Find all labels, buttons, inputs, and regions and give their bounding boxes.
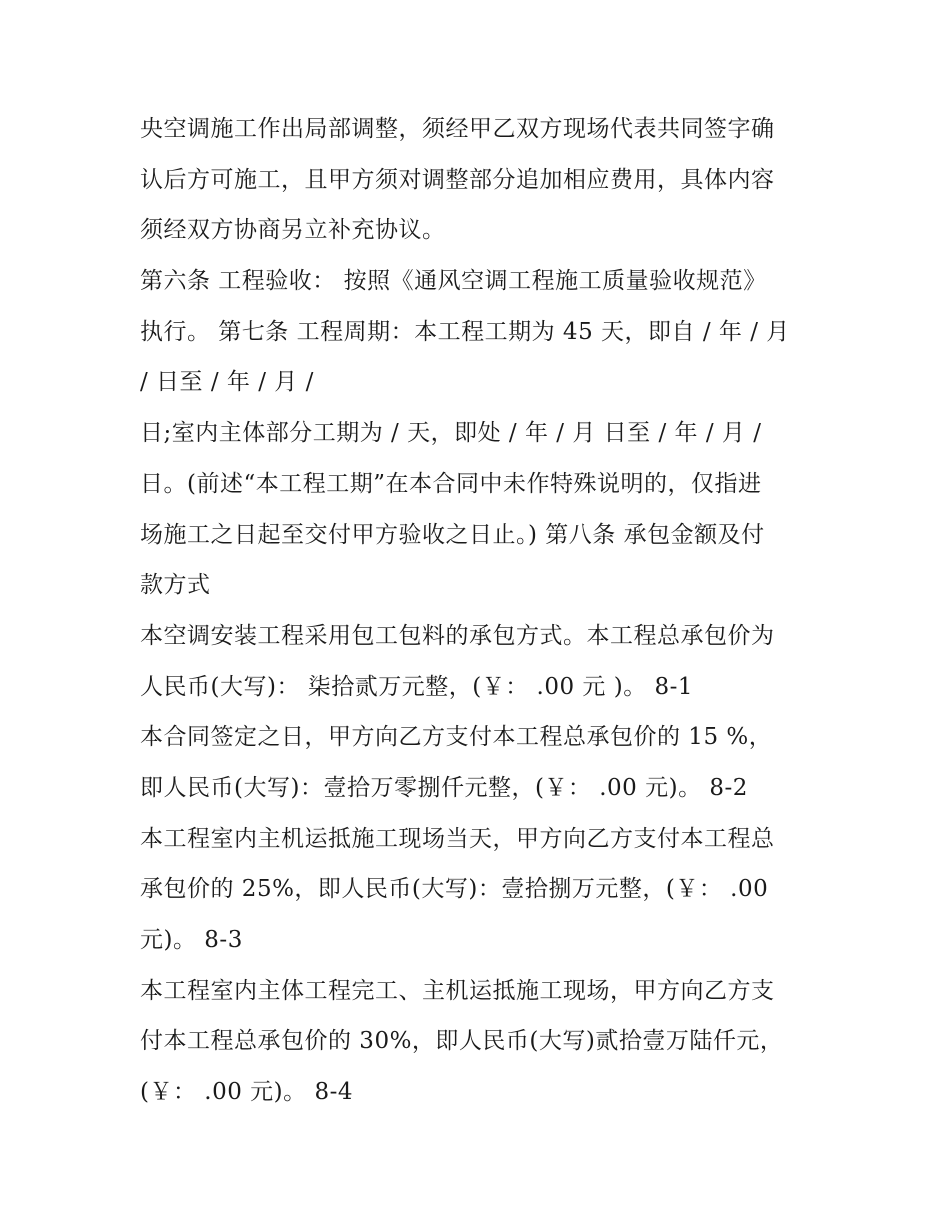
text-line: 付本工程总承包价的 30%，即人民币(大写)贰拾壹万陆仟元， — [140, 1028, 784, 1055]
text-line: 认后方可施工，且甲方须对调整部分追加相应费用，具体内容 — [140, 166, 775, 193]
text-line: (￥： .00 元)。 8-4 — [140, 1079, 353, 1106]
text-line: 本合同签定之日，甲方向乙方支付本工程总承包价的 15 %， — [140, 724, 773, 751]
text-line: 须经双方协商另立补充协议。 — [140, 217, 446, 244]
text-line: 承包价的 25%，即人民币(大写)：壹拾捌万元整，(￥： .00 — [140, 876, 769, 903]
text-line: 本工程室内主体工程完工、主机运抵施工现场，甲方向乙方支 — [140, 977, 775, 1004]
text-line: 即人民币(大写)：壹拾万零捌仟元整，(￥： .00 元)。 8-2 — [140, 774, 748, 801]
text-line: 第六条 工程验收： 按照《通风空调工程施工质量验收规范》 — [140, 268, 767, 295]
text-line: 人民币(大写)： 柒拾贰万元整，(￥： .00 元 )。 8-1 — [140, 673, 694, 700]
text-line: 执行。 第七条 工程周期：本工程工期为 45 天，即自 / 年 / 月 — [140, 318, 790, 345]
text-line: 本空调安装工程采用包工包料的承包方式。本工程总承包价为 — [140, 622, 775, 649]
document-body — [140, 104, 820, 1118]
text-line: 日。(前述“本工程工期”在本合同中未作特殊说明的，仅指进 — [140, 470, 762, 497]
text-line: 本工程室内主机运抵施工现场当天，甲方向乙方支付本工程总 — [140, 825, 775, 852]
text-line: 日;室内主体部分工期为 / 天，即处 / 年 / 月 日至 / 年 / 月 / — [140, 420, 762, 447]
text-line: 元)。 8-3 — [140, 927, 243, 953]
text-line: 款方式 — [140, 572, 211, 599]
text-line: / 日至 / 年 / 月 / — [140, 369, 314, 396]
text-line: 央空调施工作出局部调整，须经甲乙双方现场代表共同签字确 — [140, 116, 775, 142]
text-line: 场施工之日起至交付甲方验收之日止。) 第八条 承包金额及付 — [140, 521, 765, 548]
